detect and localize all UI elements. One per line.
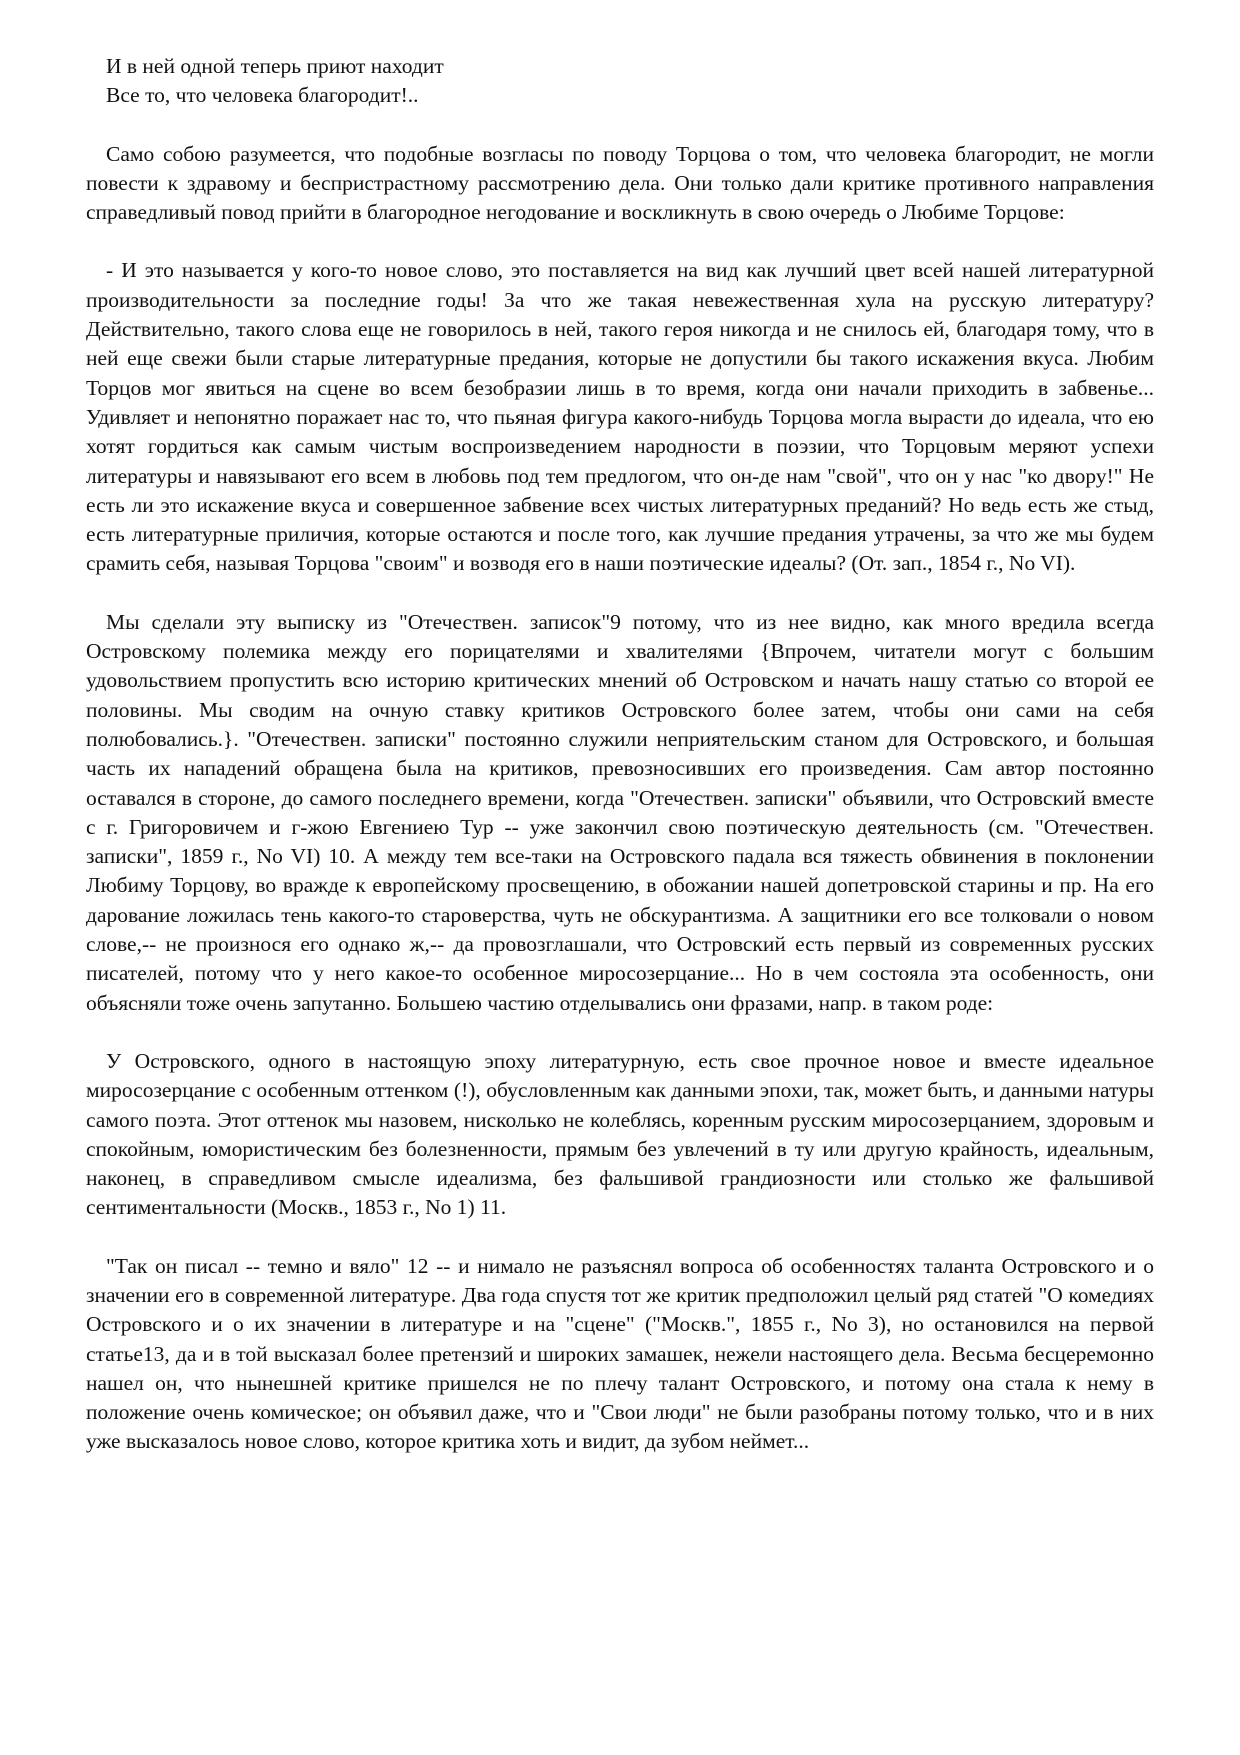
paragraph: Само собою разумеется, что подобные возгласы по поводу Торцова о том, что человека благородит, не могли повести к здравому и беспристрастному рассмотрению дела. Они только дали критике противного направления справедливый повод прийти в благородное негодование и воскликнуть в свою очередь о Любиме Торцове: bbox=[86, 141, 1154, 225]
document-page bbox=[86, 52, 1154, 1457]
verse-quote bbox=[86, 52, 1154, 111]
paragraph-quotation: У Островского, одного в настоящую эпоху литературную, есть свое прочное новое и вместе идеальное миросозерцание с особенным оттенком (!), обусловленным как данными эпохи, так, может быть, и данными натуры самого поэта. Этот оттенок мы назовем, нисколько не колеблясь, коренным русским миросозерцанием, здоровым и спокойным, юмористическим без болезненности, прямым без увлечений в ту или другую крайность, идеальным, наконец, в справедливом смысле идеализма, без фальшивой грандиозности или столько же фальшивой сентиментальности (Москв., 1853 г., No 1) 11. bbox=[86, 1048, 1154, 1220]
paragraph: "Так он писал -- темно и вяло" 12 -- и нимало не разъяснял вопроса об особенностях таланта Островского и о значении его в современной литературе. Два года спустя тот же критик предположил целый ряд статей "О комедиях Островского и о их значении в литературе и на "сцене" ("Москв.", 1855 г., No 3), но остановился на первой статье13, да и в той высказал более претензий и широких замашек, нежели настоящего дела. Весьма бесцеремонно нашел он, что нынешней критике пришелся не по плечу талант Островского, и потому она стала к нему в положение очень комическое; он объявил даже, что и "Свои люди" не были разобраны потому только, что и в них уже высказалось новое слово, которое критика хоть и видит, да зубом неймет... bbox=[86, 1253, 1154, 1454]
verse-line: Все то, что человека благородит!.. bbox=[106, 83, 419, 108]
verse-line: И в ней одной теперь приют находит bbox=[106, 54, 444, 78]
paragraph-quotation: - И это называется у кого-то новое слово, это поставляется на вид как лучший цвет всей нашей литературной производительности за последние годы! За что же такая невежественная хула на русскую литературу? Действительно, такого слова еще не говорилось в ней, такого героя никогда и не снилось ей, благодаря тому, что в ней еще свежи были старые литературные предания, которые не допустили бы такого искажения вкуса. Любим Торцов мог явиться на сцене во всем безобразии лишь в то время, когда они начали приходить в забвенье... Удивляет и непонятно поражает нас то, что пьяная фигура какого-нибудь Торцова могла вырасти до идеала, что ею хотят гордиться как самым чистым воспроизведением народности в поэзии, что Торцовым меряют успехи литературы и навязывают его всем в любовь под тем предлогом, что он-де нам "свой", что он у нас "ко двору!" Не есть ли это искажение вкуса и совершенное забвение всех чистых литературных преданий? Но ведь есть же стыд, есть литературные приличия, которые остаются и после того, как лучшие предания утрачены, за что же мы будем срамить себя, называя Торцова "своим" и возводя его в наши поэтические идеалы? (От. зап., 1854 г., No VI). bbox=[86, 258, 1154, 576]
paragraph: Мы сделали эту выписку из "Отечествен. записок"9 потому, что из нее видно, как много вредила всегда Островскому полемика между его порицателями и хвалителями {Впрочем, читатели могут с большим удовольствием пропустить всю историю критических мнений об Островском и начать нашу статью со второй ее половины. Мы сводим на очную ставку критиков Островского более затем, чтобы они сами на себя полюбовались.}. "Отечествен. записки" постоянно служили неприятельским станом для Островского, и большая часть их нападений обращена была на критиков, превозносивших его произведения. Сам автор постоянно оставался в стороне, до самого последнего времени, когда "Отечествен. записки" объявили, что Островский вместе с г. Григоровичем и г-жою Евгениею Тур -- уже закончил свою поэтическую деятельность (см. "Отечествен. записки", 1859 г., No VI) 10. А между тем все-таки на Островского падала вся тяжесть обвинения в поклонении Любиму Торцову, во вражде к европейскому просвещению, в обожании нашей допетровской старины и пр. На его дарование ложилась тень какого-то староверства, чуть не обскурантизма. А защитники его все толковали о новом слове,-- не произнося его однако ж,-- да провозглашали, что Островский есть первый из современных русских писателей, потому что у него какое-то особенное миросозерцание... Но в чем состояла эта особенность, они объясняли тоже очень запутанно. Большею частию отделывались они фразами, напр. в таком роде: bbox=[86, 609, 1154, 1015]
